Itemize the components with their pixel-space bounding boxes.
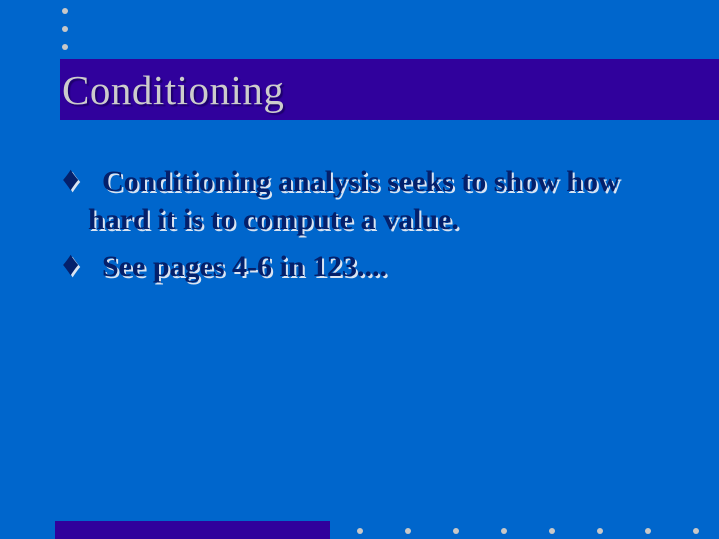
slide-title: Conditioning [62,66,285,113]
circle-dot-icon [549,528,555,534]
bullet-text-2: See pages 4-6 in 123.... [102,250,387,283]
circle-dot-icon [693,528,699,534]
top-left-dot-column [62,8,68,50]
circle-dot-icon [405,528,411,534]
bottom-dot-row [357,528,699,534]
circle-dot-icon [645,528,651,534]
circle-dot-icon [62,26,68,32]
bullet-text-1: Conditioning analysis seeks to show how hard it is to compute a value. [88,165,620,236]
circle-dot-icon [597,528,603,534]
title-bar [60,59,719,120]
circle-dot-icon [357,528,363,534]
circle-dot-icon [453,528,459,534]
bullet-item-1 [62,163,662,239]
bullet-textwrap [88,163,662,239]
circle-dot-icon [62,44,68,50]
bullet-textwrap [88,248,662,286]
circle-dot-icon [501,528,507,534]
slide-body [62,163,662,295]
diamond-bullet-icon: ♦ [62,246,80,283]
diamond-bullet-icon: ♦ [62,161,80,198]
circle-dot-icon [62,8,68,14]
bottom-accent-bar [55,521,330,539]
bullet-item-2 [62,248,662,286]
